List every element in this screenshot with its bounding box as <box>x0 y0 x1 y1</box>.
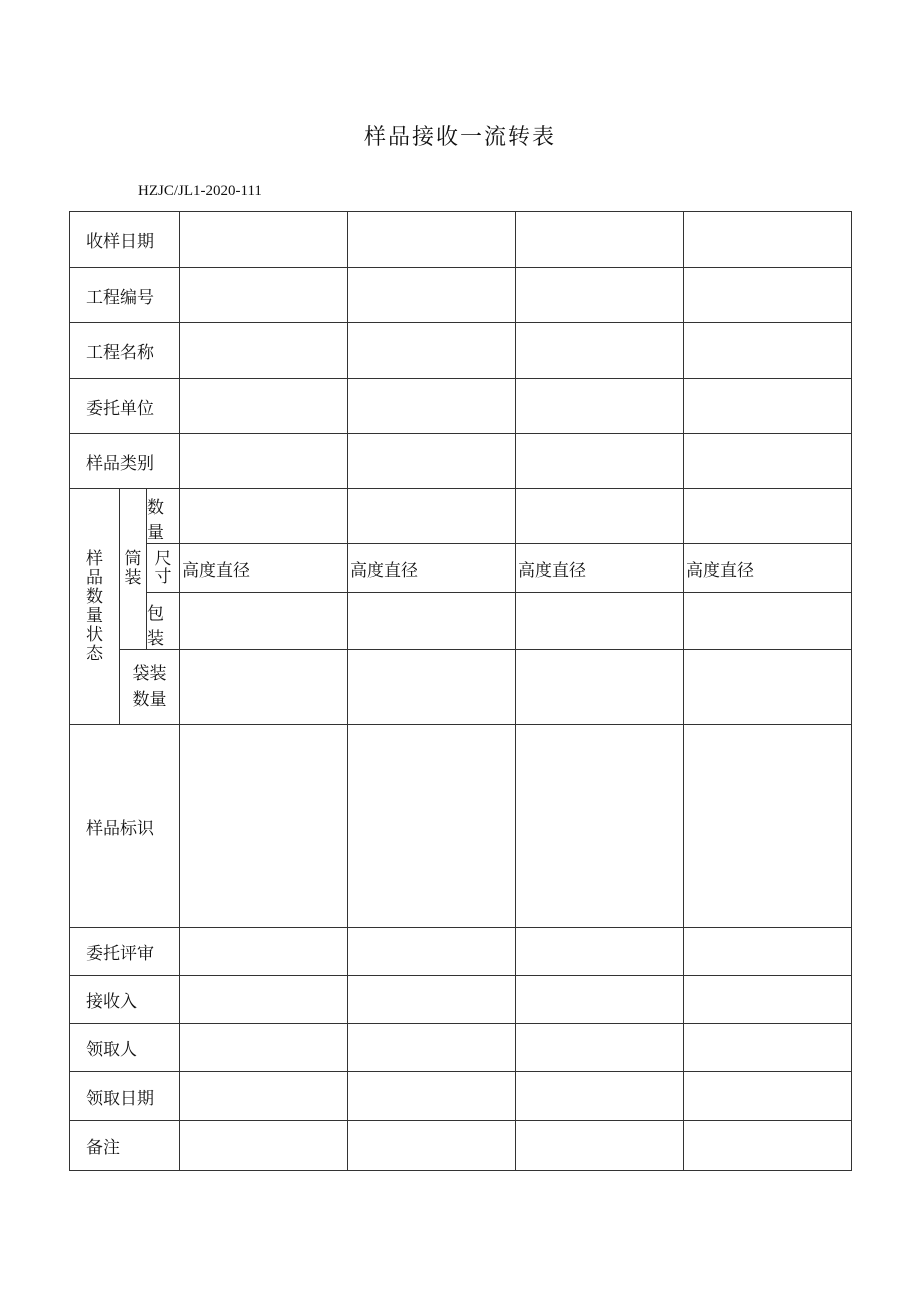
collect-date-label: 领取日期 <box>70 1072 180 1121</box>
bag-qty-label: 袋装 数量 <box>120 650 180 725</box>
collector-label: 领取人 <box>70 1024 180 1072</box>
form-cell[interactable] <box>684 593 852 650</box>
sample-form-table <box>69 211 852 1171</box>
table-row <box>70 434 852 489</box>
form-cell[interactable] <box>516 650 684 725</box>
size-label: 尺 寸 <box>147 544 180 593</box>
form-cell[interactable] <box>348 1024 516 1072</box>
cylinder-label: 筒 装 <box>120 489 147 650</box>
form-cell[interactable] <box>348 434 516 489</box>
review-label: 委托评审 <box>70 928 180 976</box>
table-row <box>70 268 852 323</box>
receive-date-label: 收样日期 <box>70 212 180 268</box>
table-row <box>70 489 852 544</box>
page-title: 样品接收一流转表 <box>363 125 556 150</box>
form-cell[interactable] <box>684 489 852 544</box>
size-value-cell[interactable]: 高度直径 <box>516 544 684 593</box>
qty-label: 数量 <box>147 489 180 544</box>
form-cell[interactable] <box>516 212 684 268</box>
table-row <box>70 544 852 593</box>
form-cell[interactable] <box>516 1072 684 1121</box>
form-cell[interactable] <box>516 489 684 544</box>
form-cell[interactable] <box>516 725 684 928</box>
sample-qty-status-label: 样 品 数 量 状 态 <box>70 489 120 725</box>
sample-type-label: 样品类别 <box>70 434 180 489</box>
form-cell[interactable] <box>516 976 684 1024</box>
form-cell[interactable] <box>684 434 852 489</box>
form-cell[interactable] <box>348 650 516 725</box>
form-cell[interactable] <box>516 434 684 489</box>
form-cell[interactable] <box>516 1024 684 1072</box>
form-cell[interactable] <box>684 928 852 976</box>
form-cell[interactable] <box>180 725 348 928</box>
table-row <box>70 379 852 434</box>
table-row <box>70 976 852 1024</box>
form-cell[interactable] <box>180 1121 348 1171</box>
form-cell[interactable] <box>516 268 684 323</box>
form-cell[interactable] <box>348 489 516 544</box>
form-cell[interactable] <box>180 212 348 268</box>
table-row <box>70 725 852 928</box>
sample-mark-label: 样品标识 <box>70 725 180 928</box>
table-row <box>70 650 852 725</box>
size-value-cell[interactable]: 高度直径 <box>684 544 852 593</box>
form-cell[interactable] <box>180 489 348 544</box>
form-cell[interactable] <box>348 1121 516 1171</box>
form-cell[interactable] <box>516 928 684 976</box>
form-cell[interactable] <box>180 650 348 725</box>
form-cell[interactable] <box>684 268 852 323</box>
form-cell[interactable] <box>180 593 348 650</box>
form-cell[interactable] <box>348 268 516 323</box>
form-cell[interactable] <box>180 1072 348 1121</box>
form-cell[interactable] <box>180 323 348 379</box>
form-cell[interactable] <box>180 928 348 976</box>
form-cell[interactable] <box>348 212 516 268</box>
form-cell[interactable] <box>684 323 852 379</box>
form-cell[interactable] <box>516 1121 684 1171</box>
package-label: 包装 <box>147 593 180 650</box>
form-cell[interactable] <box>180 434 348 489</box>
table-row <box>70 593 852 650</box>
form-cell[interactable] <box>180 268 348 323</box>
form-cell[interactable] <box>516 323 684 379</box>
form-cell[interactable] <box>516 593 684 650</box>
form-cell[interactable] <box>348 928 516 976</box>
table-row <box>70 1072 852 1121</box>
receiver-label: 接收入 <box>70 976 180 1024</box>
client-label: 委托单位 <box>70 379 180 434</box>
table-row <box>70 212 852 268</box>
form-cell[interactable] <box>348 593 516 650</box>
form-cell[interactable] <box>684 650 852 725</box>
document-code: HZJC/JL1-2020-111 <box>138 183 262 199</box>
form-cell[interactable] <box>348 1072 516 1121</box>
form-cell[interactable] <box>684 1072 852 1121</box>
form-cell[interactable] <box>348 323 516 379</box>
form-cell[interactable] <box>180 976 348 1024</box>
table-row <box>70 323 852 379</box>
project-no-label: 工程编号 <box>70 268 180 323</box>
remarks-label: 备注 <box>70 1121 180 1171</box>
form-cell[interactable] <box>180 379 348 434</box>
table-row <box>70 1024 852 1072</box>
form-cell[interactable] <box>516 379 684 434</box>
form-cell[interactable] <box>348 976 516 1024</box>
table-row <box>70 928 852 976</box>
size-value-cell[interactable]: 高度直径 <box>180 544 348 593</box>
form-cell[interactable] <box>684 379 852 434</box>
form-cell[interactable] <box>180 1024 348 1072</box>
form-cell[interactable] <box>348 379 516 434</box>
form-cell[interactable] <box>348 725 516 928</box>
form-cell[interactable] <box>684 725 852 928</box>
project-name-label: 工程名称 <box>70 323 180 379</box>
form-cell[interactable] <box>684 976 852 1024</box>
form-cell[interactable] <box>684 212 852 268</box>
table-row <box>70 1121 852 1171</box>
form-cell[interactable] <box>684 1121 852 1171</box>
size-value-cell[interactable]: 高度直径 <box>348 544 516 593</box>
form-cell[interactable] <box>684 1024 852 1072</box>
